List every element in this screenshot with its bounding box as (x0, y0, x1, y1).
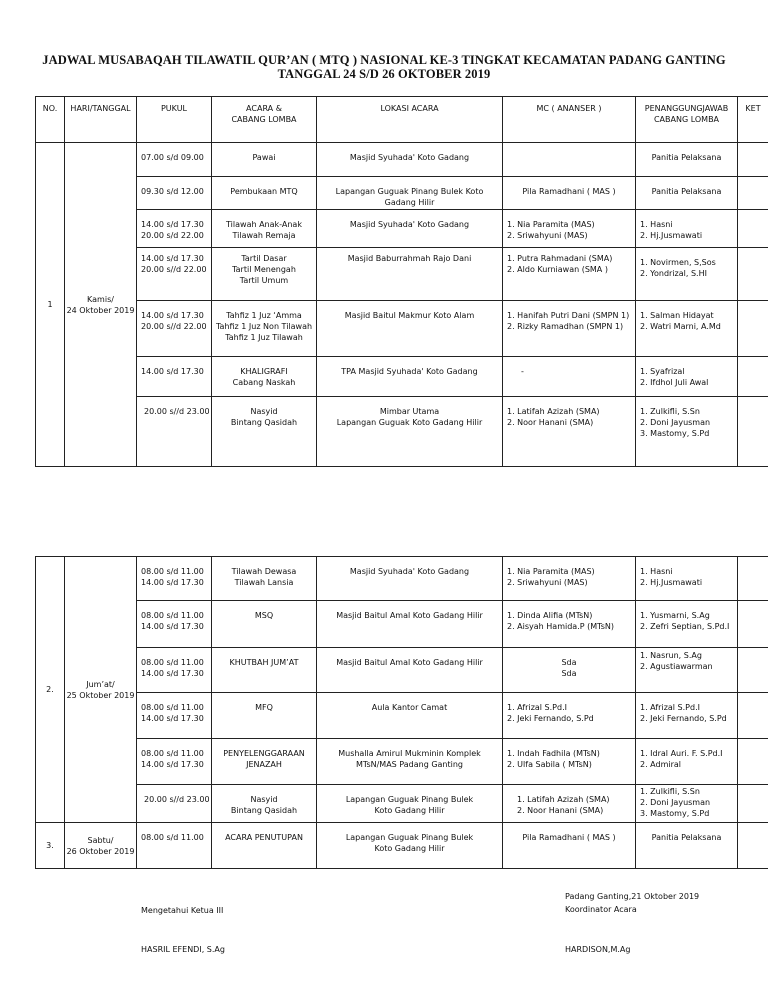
responsible-cell (636, 557, 738, 601)
responsible-line: 1. Zulkifli, S.Sn (640, 407, 700, 416)
responsible-line: 2. Yondrizal, S.HI (640, 269, 707, 278)
responsible-line: 1. Nasrun, S.Ag (640, 651, 702, 660)
location-cell (317, 177, 503, 210)
mc-line: Pila Ramadhani ( MAS ) (522, 833, 616, 842)
time-cell (137, 785, 212, 823)
mc-line: 1. Latifah Azizah (SMA) (517, 795, 610, 804)
header-lokasi: LOKASI ACARA (317, 97, 503, 143)
header-hari-tanggal: HARI/TANGGAL (65, 97, 137, 143)
mc-line: Sda (561, 669, 577, 678)
responsible-cell (636, 210, 738, 248)
event-cell (212, 143, 317, 177)
mc-cell (503, 357, 636, 397)
table-row (36, 823, 768, 869)
location-line: Koto Gadang Hilir (374, 844, 445, 853)
time-line: 09.30 s/d 12.00 (141, 187, 204, 196)
time-cell (137, 739, 212, 785)
responsible-line: 1. Salman Hidayat (640, 311, 714, 320)
location-line: Masjid Syuhada' Koto Gadang (349, 567, 470, 576)
responsible-line: 1. Afrizal S.Pd.I (640, 703, 700, 712)
table-row (36, 248, 768, 301)
time-cell (137, 301, 212, 357)
time-line: 14.00 s/d 17.30 (141, 367, 204, 376)
row-number: 1 (36, 143, 65, 467)
event-line: PENYELENGGARAAN (223, 749, 305, 758)
header-penanggungjawab (636, 97, 738, 143)
mc-line: 1. Putra Rahmadani (SMA) (507, 254, 613, 263)
header-ket: KET (738, 97, 768, 143)
header-no: NO. (36, 97, 65, 143)
event-line: MFQ (255, 703, 273, 712)
event-line: KHUTBAH JUM’AT (229, 658, 299, 667)
table-row (36, 357, 768, 397)
event-cell (212, 693, 317, 739)
table-row (36, 177, 768, 210)
mc-cell (503, 823, 636, 869)
location-cell (317, 248, 503, 301)
remarks-cell (738, 397, 768, 467)
footer-koordinator: Koordinator Acara (565, 905, 637, 914)
event-cell (212, 823, 317, 869)
event-line: Tilawah Lansia (234, 578, 294, 587)
responsible-line: 2. Ifdhol Juli Awal (640, 378, 709, 387)
event-line: Pawai (252, 153, 276, 162)
responsible-line: 1. Hasni (640, 567, 673, 576)
table-header-row (36, 97, 768, 143)
event-cell (212, 301, 317, 357)
responsible-cell (636, 143, 738, 177)
remarks-cell (738, 557, 768, 601)
table-row (36, 397, 768, 467)
time-line: 08.00 s/d 11.00 (141, 703, 204, 712)
location-line: MTsN/MAS Padang Ganting (355, 760, 464, 769)
mc-cell (503, 177, 636, 210)
remarks-cell (738, 301, 768, 357)
time-cell (137, 823, 212, 869)
mc-cell (503, 557, 636, 601)
event-line: Bintang Qasidah (230, 418, 298, 427)
time-line: 08.00 s/d 11.00 (141, 833, 204, 842)
time-line: 14.00 s/d 17.30 (141, 254, 204, 263)
table-row (36, 648, 768, 693)
time-line: 20.00 s//d 22.00 (141, 265, 207, 274)
responsible-line: 2. Agustiawarman (640, 662, 713, 671)
location-line: Masjid Baitul Amal Koto Gadang Hilir (336, 658, 483, 667)
responsible-line: 2. Doni Jayusman (640, 798, 711, 807)
time-cell (137, 248, 212, 301)
mc-line: 2. Noor Hanani (SMA) (507, 418, 594, 427)
event-line: Tahfiz 1 Juz Tilawah (225, 333, 303, 342)
location-line: Masjid Baitul Amal Koto Gadang Hilir (336, 611, 483, 620)
mc-cell (503, 785, 636, 823)
responsible-line: 2. Watri Marni, A.Md (640, 322, 721, 331)
responsible-cell (636, 693, 738, 739)
mc-line: 1. Hanifah Putri Dani (SMPN 1) (507, 311, 630, 320)
responsible-line: 3. Mastomy, S.Pd (640, 429, 710, 438)
event-cell (212, 557, 317, 601)
time-cell (137, 648, 212, 693)
location-line: Lapangan Guguak Koto Gadang Hilir (336, 418, 483, 427)
time-line: 07.00 s/d 09.00 (141, 153, 204, 162)
mc-cell (503, 248, 636, 301)
remarks-cell (738, 248, 768, 301)
time-cell (137, 557, 212, 601)
remarks-cell (738, 601, 768, 648)
location-cell (317, 397, 503, 467)
remarks-cell (738, 785, 768, 823)
table-row (36, 557, 768, 601)
location-line: Mimbar Utama (379, 407, 440, 416)
responsible-cell (636, 177, 738, 210)
time-line: 08.00 s/d 11.00 (141, 567, 204, 576)
header-acara (212, 97, 317, 143)
location-line: TPA Masjid Syuhada' Koto Gadang (341, 367, 478, 376)
remarks-cell (738, 739, 768, 785)
event-line: Tartil Umum (239, 276, 289, 285)
location-line: Masjid Syuhada' Koto Gadang (349, 153, 470, 162)
time-cell (137, 693, 212, 739)
responsible-line: 1. Idral Auri. F. S.Pd.I (640, 749, 723, 758)
schedule-table-day1 (35, 96, 768, 467)
mc-line: 1. Indah Fadhila (MTsN) (507, 749, 600, 758)
event-line: Cabang Naskah (232, 378, 296, 387)
event-line: ACARA PENUTUPAN (225, 833, 303, 842)
time-line: 20.00 s/d 22.00 (141, 231, 204, 240)
responsible-cell (636, 648, 738, 693)
day-date-cell (65, 557, 137, 823)
location-cell (317, 210, 503, 248)
document-title-line1: JADWAL MUSABAQAH TILAWATIL QUR’AN ( MTQ ) NASIONAL KE-3 TINGKAT KECAMATAN PADANG GANTING (42, 53, 726, 67)
mc-line: 2. Aisyah Hamida.P (MTsN) (507, 622, 614, 631)
location-cell (317, 601, 503, 648)
remarks-cell (738, 648, 768, 693)
responsible-line: 1. Novirmen, S,Sos (640, 258, 716, 267)
responsible-line: 2. Zefri Septian, S.Pd.I (640, 622, 730, 631)
footer-right-signatory: HARDISON,M.Ag (565, 945, 631, 954)
location-line: Masjid Baitul Makmur Koto Alam (344, 311, 475, 320)
mc-line: 2. Aldo Kurniawan (SMA ) (507, 265, 608, 274)
time-line: 08.00 s/d 11.00 (141, 658, 204, 667)
header-pj-line2: CABANG LOMBA (653, 115, 720, 124)
time-line: 08.00 s/d 11.00 (141, 611, 204, 620)
location-cell (317, 823, 503, 869)
header-acara-line1: ACARA & (246, 104, 282, 113)
mc-cell (503, 601, 636, 648)
mc-cell (503, 210, 636, 248)
mc-cell (503, 143, 636, 177)
responsible-line: 1. Hasni (640, 220, 673, 229)
responsible-line: 1. Syafrizal (640, 367, 685, 376)
location-cell (317, 557, 503, 601)
event-cell (212, 177, 317, 210)
responsible-line: 2. Doni Jayusman (640, 418, 711, 427)
time-cell (137, 210, 212, 248)
table-row (36, 739, 768, 785)
table-row (36, 785, 768, 823)
mc-line: 2. Ulfa Sabila ( MTsN) (507, 760, 592, 769)
row-number: 2. (36, 557, 65, 823)
event-cell (212, 785, 317, 823)
mc-cell (503, 739, 636, 785)
time-line: 14.00 s/d 17.30 (141, 669, 204, 678)
mc-line: 2. Noor Hanani (SMA) (517, 806, 604, 815)
responsible-cell (636, 785, 738, 823)
time-cell (137, 143, 212, 177)
event-line: Tartil Menengah (232, 265, 296, 274)
mc-cell (503, 648, 636, 693)
responsible-cell (636, 301, 738, 357)
responsible-cell (636, 823, 738, 869)
responsible-line: 2. Admiral (640, 760, 682, 769)
time-line: 20.00 s//d 22.00 (141, 322, 207, 331)
remarks-cell (738, 177, 768, 210)
time-line: 14.00 s/d 17.30 (141, 714, 204, 723)
table-row (36, 301, 768, 357)
mc-line: Sda (561, 658, 577, 667)
location-cell (317, 357, 503, 397)
day2-day3-rows (36, 557, 768, 869)
time-line: 20.00 s//d 23.00 (144, 407, 210, 416)
time-line: 14.00 s/d 17.30 (141, 578, 204, 587)
mc-line: 1. Dinda Alifia (MTsN) (507, 611, 593, 620)
table-row (36, 143, 768, 177)
time-line: 08.00 s/d 11.00 (141, 749, 204, 758)
footer-place-date: Padang Ganting,21 Oktober 2019 (565, 892, 700, 901)
responsible-line: Panitia Pelaksana (651, 187, 722, 196)
mc-line: 2. Sriwahyuni (MAS) (507, 231, 588, 240)
header-pukul: PUKUL (137, 97, 212, 143)
mc-line: 2. Rizky Ramadhan (SMPN 1) (507, 322, 624, 331)
event-line: Nasyid (250, 407, 278, 416)
mc-line: 2. Jeki Fernando, S.Pd (507, 714, 594, 723)
time-cell (137, 397, 212, 467)
time-line: 14.00 s/d 17.30 (141, 760, 204, 769)
day-name: Jum’at/ (86, 679, 115, 689)
mc-cell (503, 397, 636, 467)
responsible-line: 2. Jeki Fernando, S.Pd (640, 714, 727, 723)
time-cell (137, 357, 212, 397)
responsible-line: 1. Yusmarni, S.Ag (640, 611, 710, 620)
remarks-cell (738, 210, 768, 248)
location-line: Mushalla Amirul Mukminin Komplek (338, 749, 481, 758)
day-date-cell (65, 143, 137, 467)
location-line: Lapangan Guguak Pinang Bulek (345, 833, 474, 842)
event-line: Tilawah Dewasa (231, 567, 297, 576)
event-cell (212, 648, 317, 693)
header-pj-line1: PENANGGUNGJAWAB (644, 104, 729, 113)
remarks-cell (738, 693, 768, 739)
responsible-line: 2. Hj.Jusmawati (640, 578, 703, 587)
location-cell (317, 693, 503, 739)
responsible-line: 2. Hj.Jusmawati (640, 231, 703, 240)
table-row (36, 210, 768, 248)
day-date: 24 Oktober 2019 (66, 305, 135, 315)
location-cell (317, 739, 503, 785)
remarks-cell (738, 143, 768, 177)
mc-line: 1. Nia Paramita (MAS) (507, 220, 595, 229)
location-line: Masjid Baburrahmah Rajo Dani (347, 254, 472, 263)
location-line: Koto Gadang Hilir (374, 806, 445, 815)
responsible-cell (636, 357, 738, 397)
header-acara-line2: CABANG LOMBA (231, 115, 297, 124)
day-date-cell (65, 823, 137, 869)
responsible-line: 1. Zulkifli, S.Sn (640, 787, 700, 796)
time-cell (137, 601, 212, 648)
time-line: 14.00 s/d 17.30 (141, 220, 204, 229)
location-line: Masjid Syuhada' Koto Gadang (349, 220, 470, 229)
event-cell (212, 601, 317, 648)
responsible-cell (636, 739, 738, 785)
event-line: JENAZAH (246, 760, 282, 769)
event-cell (212, 739, 317, 785)
event-cell (212, 397, 317, 467)
time-line: 14.00 s/d 17.30 (141, 622, 204, 631)
event-line: Nasyid (250, 795, 278, 804)
event-line: Tartil Dasar (241, 254, 287, 263)
mc-line: 1. Latifah Azizah (SMA) (507, 407, 600, 416)
location-cell (317, 301, 503, 357)
event-line: Tahfiz 1 Juz Non Tilawah (215, 322, 313, 331)
location-line: Gadang Hilir (384, 198, 435, 207)
footer-mengetahui: Mengetahui Ketua III (141, 906, 224, 915)
mc-line: 2. Sriwahyuni (MAS) (507, 578, 588, 587)
mc-line: 1. Afrizal S.Pd.I (507, 703, 567, 712)
mc-cell (503, 301, 636, 357)
mc-line: 1. Nia Paramita (MAS) (507, 567, 595, 576)
event-cell (212, 210, 317, 248)
location-line: Lapangan Guguak Pinang Bulek (345, 795, 474, 804)
event-line: Tilawah Remaja (232, 231, 296, 240)
day-date: 25 Oktober 2019 (66, 690, 135, 700)
responsible-line: Panitia Pelaksana (651, 833, 722, 842)
schedule-table-day2-day3 (35, 556, 768, 869)
table-row (36, 601, 768, 648)
event-line: Bintang Qasidah (230, 806, 298, 815)
event-cell (212, 357, 317, 397)
mc-line: - (521, 367, 524, 376)
day-name: Sabtu/ (87, 835, 114, 845)
responsible-cell (636, 248, 738, 301)
location-cell (317, 648, 503, 693)
event-line: Tilawah Anak-Anak (226, 220, 302, 229)
mc-cell (503, 693, 636, 739)
event-line: Tahfiz 1 Juz ‘Amma (226, 311, 302, 320)
location-cell (317, 785, 503, 823)
document-title-line2: TANGGAL 24 S/D 26 OKTOBER 2019 (277, 67, 491, 81)
location-cell (317, 143, 503, 177)
day1-rows (36, 143, 768, 467)
remarks-cell (738, 823, 768, 869)
responsible-line: Panitia Pelaksana (651, 153, 722, 162)
time-line: 14.00 s/d 17.30 (141, 311, 204, 320)
header-mc: MC ( ANANSER ) (503, 97, 636, 143)
responsible-cell (636, 601, 738, 648)
mc-line: Pila Ramadhani ( MAS ) (522, 187, 616, 196)
responsible-line: 3. Mastomy, S.Pd (640, 809, 710, 818)
location-line: Aula Kantor Camat (371, 703, 448, 712)
row-number: 3. (36, 823, 65, 869)
event-line: KHALIGRAFI (240, 367, 288, 376)
event-line: Pembukaan MTQ (230, 187, 298, 196)
time-line: 20.00 s//d 23.00 (144, 795, 210, 804)
location-line: Lapangan Guguak Pinang Bulek Koto (335, 187, 484, 196)
table-row (36, 693, 768, 739)
day-name: Kamis/ (87, 294, 114, 304)
time-cell (137, 177, 212, 210)
footer-left-signatory: HASRIL EFENDI, S.Ag (141, 945, 225, 954)
event-cell (212, 248, 317, 301)
day-date: 26 Oktober 2019 (66, 846, 135, 856)
remarks-cell (738, 357, 768, 397)
responsible-cell (636, 397, 738, 467)
event-line: MSQ (254, 611, 274, 620)
